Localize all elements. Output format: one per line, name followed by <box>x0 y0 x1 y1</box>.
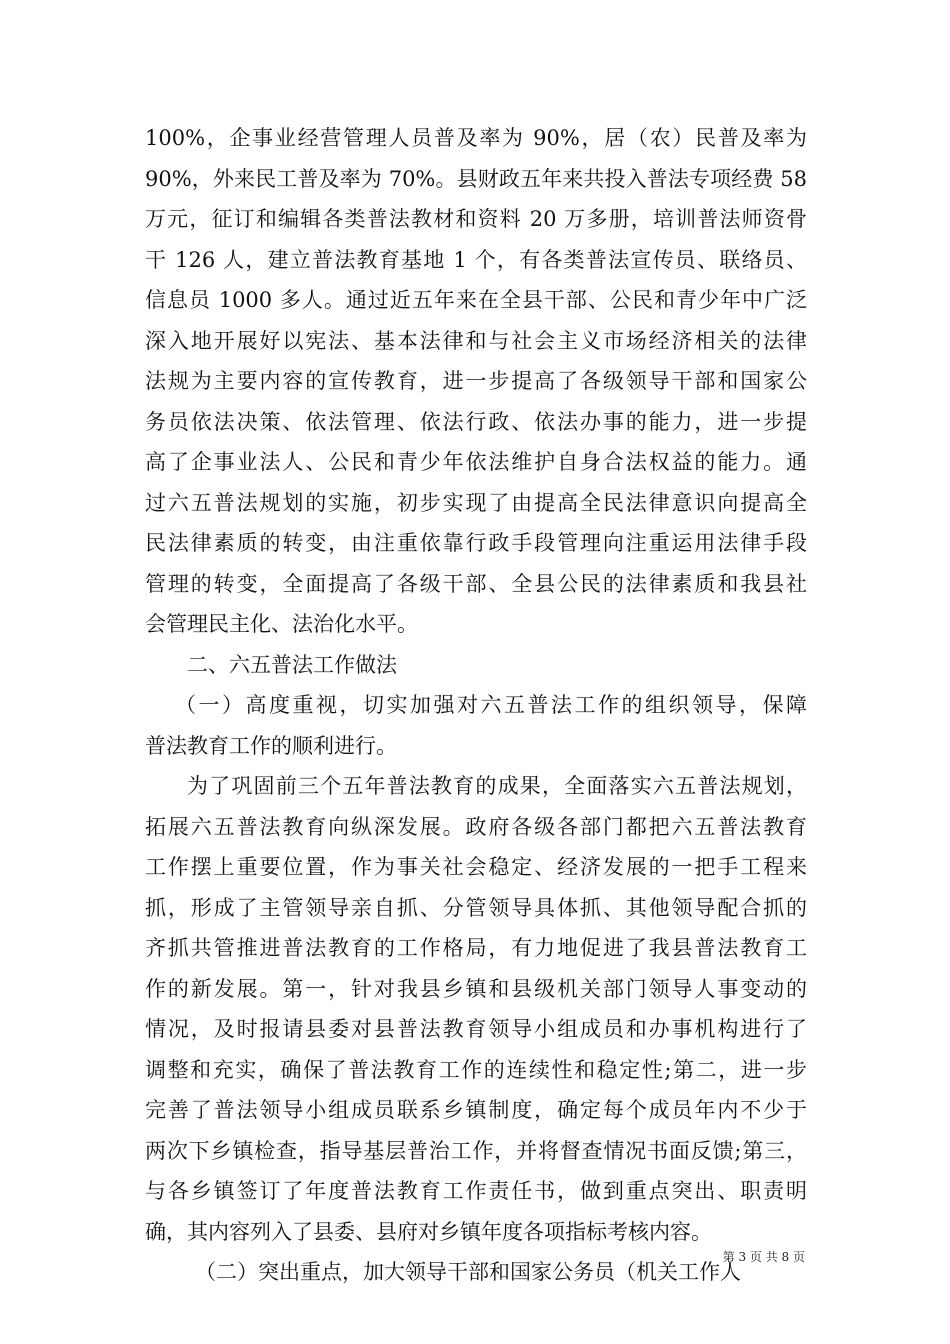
text-line: 万元，征订和编辑各类普法教材和资料 20 万多册，培训普法师资骨 <box>145 207 807 231</box>
section-heading: 二、六五普法工作做法 <box>187 652 397 677</box>
text-line: 拓展六五普法教育向纵深发展。政府各级各部门都把六五普法教育 <box>145 814 807 839</box>
document-body <box>145 118 807 1293</box>
subheading-2: （二）突出重点，加大领导干部和国家公务员（机关工作人 <box>195 1260 741 1284</box>
text-line: 普法教育工作的顺利进行。 <box>145 733 397 758</box>
text-line: 管理的转变，全面提高了各级干部、全县公民的法律素质和我县社 <box>145 571 807 596</box>
subheading-1 <box>145 685 807 766</box>
text-line: 90%，外来民工普及率为 70%。县财政五年来共投入普法专项经费 58 <box>145 166 807 191</box>
text-line: 与各乡镇签订了年度普法教育工作责任书，做到重点突出、职责明 <box>145 1179 807 1203</box>
text-line: 为了巩固前三个五年普法教育的成果，全面落实六五普法规划， <box>187 774 807 798</box>
text-line: 完善了普法领导小组成员联系乡镇制度，确定每个成员年内不少于 <box>145 1098 807 1122</box>
text-line: （一）高度重视，切实加强对六五普法工作的组织领导，保障 <box>175 693 807 717</box>
text-line: 调整和充实，确保了普法教育工作的连续性和稳定性;第二，进一步 <box>145 1057 807 1082</box>
text-line: 作的新发展。第一，针对我县乡镇和县级机关部门领导人事变动的 <box>145 976 807 1001</box>
text-line: 两次下乡镇检查，指导基层普治工作，并将督查情况书面反馈;第三， <box>145 1138 807 1163</box>
text-line: 民法律素质的转变，由注重依靠行政手段管理向注重运用法律手段 <box>145 531 807 555</box>
text-line: 工作摆上重要位置，作为事关社会稳定、经济发展的一把手工程来 <box>145 855 807 879</box>
page-number: 第 3 页 共 8 页 <box>722 1250 805 1264</box>
paragraph-1 <box>145 118 807 645</box>
text-line: 100%，企事业经营管理人员普及率为 90%，居（农）民普及率为 <box>145 126 807 150</box>
text-line: 高了企事业法人、公民和青少年依法维护自身合法权益的能力。通 <box>145 450 807 474</box>
text-line: 深入地开展好以宪法、基本法律和与社会主义市场经济相关的法律 <box>145 328 807 353</box>
text-line: 确，其内容列入了县委、县府对乡镇年度各项指标考核内容。 <box>145 1219 712 1244</box>
text-line: 务员依法决策、依法管理、依法行政、依法办事的能力，进一步提 <box>145 409 807 434</box>
paragraph-2 <box>145 766 807 1252</box>
text-line: 会管理民主化、法治化水平。 <box>145 612 418 636</box>
text-line: 法规为主要内容的宣传教育，进一步提高了各级领导干部和国家公 <box>145 369 807 393</box>
text-line: 干 126 人，建立普法教育基地 1 个，有各类普法宣传员、联络员、 <box>145 247 807 272</box>
text-line: 齐抓共管推进普法教育的工作格局，有力地促进了我县普法教育工 <box>145 936 807 960</box>
text-line: 情况，及时报请县委对县普法教育领导小组成员和办事机构进行了 <box>145 1017 807 1041</box>
text-line: 信息员 1000 多人。通过近五年来在全县干部、公民和青少年中广泛 <box>145 288 807 312</box>
text-line: 过六五普法规划的实施，初步实现了由提高全民法律意识向提高全 <box>145 490 807 515</box>
text-line: 抓，形成了主管领导亲自抓、分管领导具体抓、其他领导配合抓的 <box>145 895 807 920</box>
